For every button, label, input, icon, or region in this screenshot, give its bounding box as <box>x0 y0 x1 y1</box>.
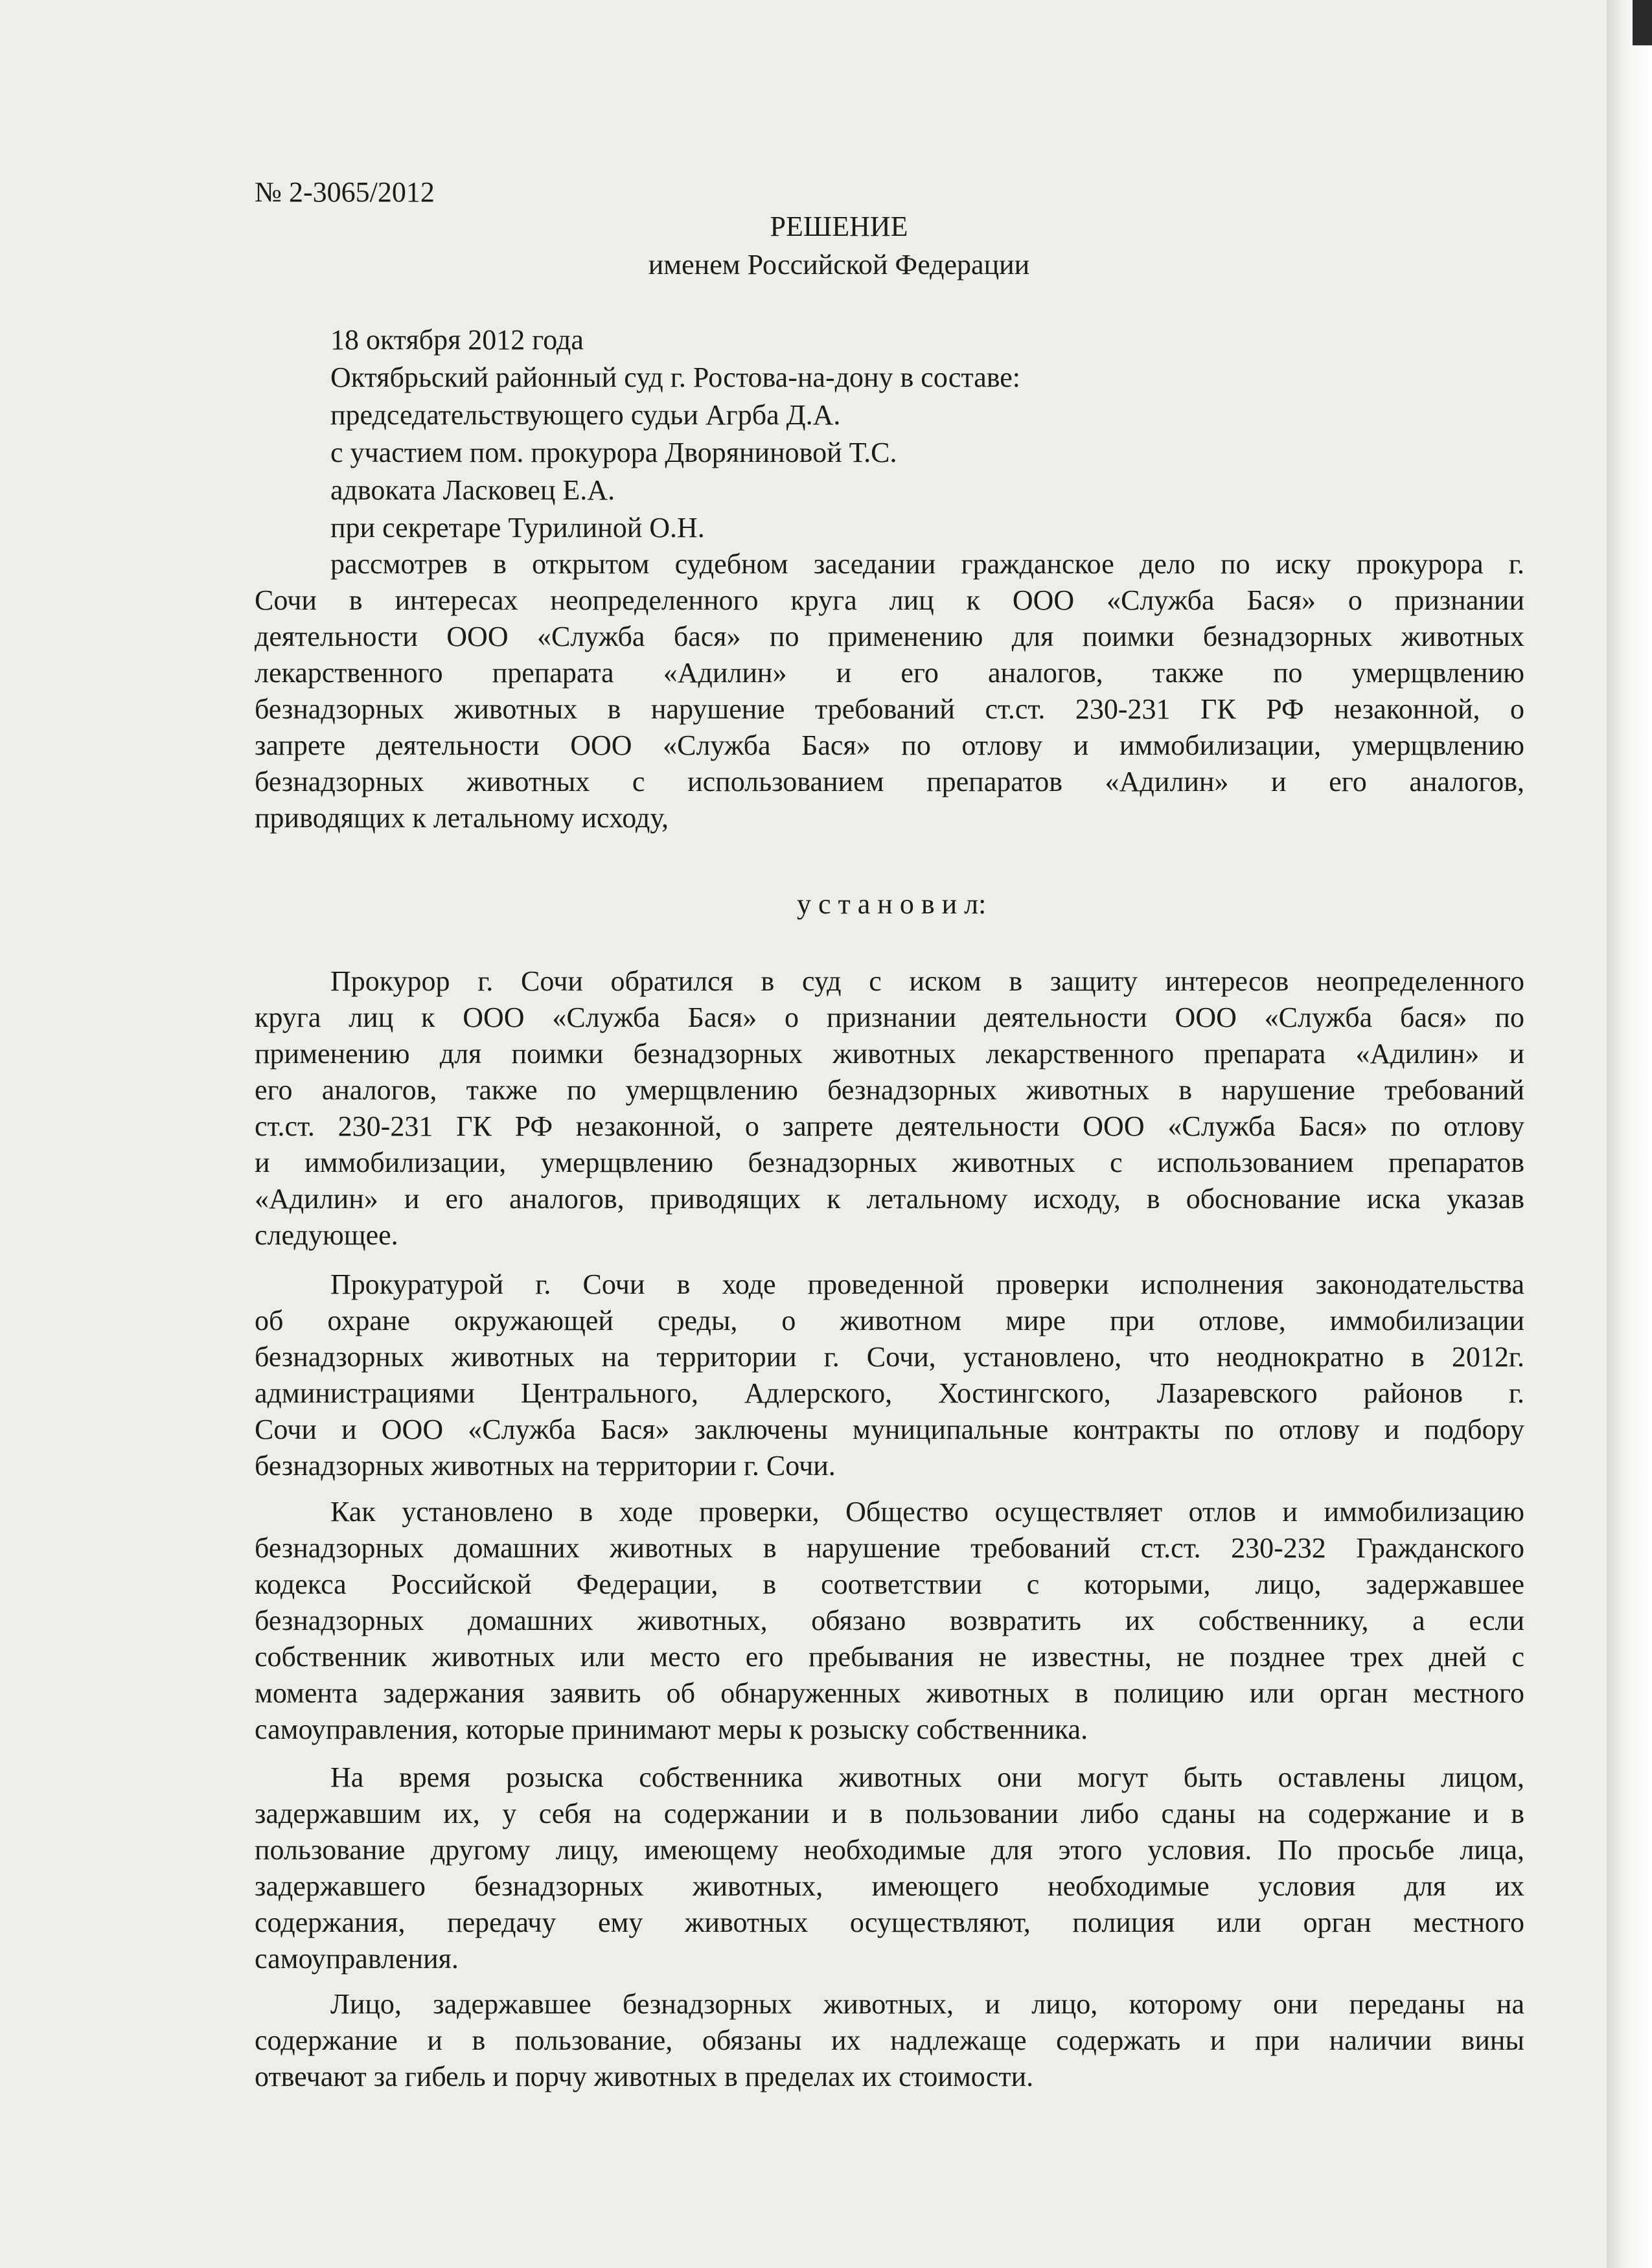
text-line: содержание и в пользование, обязаны их надлежаще содержать и при наличии вины <box>255 2024 1524 2056</box>
text-line: безнадзорных животных в нарушение требований ст.ст. 230-231 ГК РФ незаконной, о <box>255 693 1524 725</box>
document-title: РЕШЕНИЕ <box>770 211 908 242</box>
text-line: момента задержания заявить об обнаруженных животных в полицию или орган местного <box>255 1677 1524 1709</box>
text-line: На время розыска собственника животных они могут быть оставлены лицом, <box>330 1761 1524 1793</box>
text-line: кодекса Российской Федерации, в соответствии с которыми, лицо, задержавшее <box>255 1568 1524 1600</box>
text-line: задержавшего безнадзорных животных, имеющего необходимые условия для их <box>255 1870 1524 1902</box>
text-line: круга лиц к ООО «Служба Бася» о признании деятельности ООО «Служба бася» по <box>255 1002 1524 1033</box>
document-subtitle: именем Российской Федерации <box>648 249 1030 281</box>
text-line: самоуправления. <box>255 1943 459 1975</box>
body-paragraph <box>255 963 1524 1254</box>
body-paragraph <box>255 1494 1524 1748</box>
text-line: безнадзорных домашних животных в нарушение требований ст.ст. 230-232 Гражданского <box>255 1532 1524 1564</box>
text-line: рассмотрев в открытом судебном заседании гражданское дело по иску прокурора г. <box>330 548 1524 580</box>
text-line: самоуправления, которые принимают меры к розыску собственника. <box>255 1713 1088 1745</box>
text-line: содержания, передачу ему животных осуществляют, полиция или орган местного <box>255 1907 1524 1938</box>
text-line: Лицо, задержавшее безнадзорных животных, и лицо, которому они переданы на <box>330 1988 1524 2020</box>
body-paragraph <box>255 1266 1524 1484</box>
text-line: отвечают за гибель и порчу животных в пределах их стоимости. <box>255 2061 1034 2092</box>
court-line: председательствующего судьи Агрба Д.А. <box>330 399 841 431</box>
text-line: задержавшим их, у себя на содержании и в пользовании либо сданы на содержание и в <box>255 1798 1524 1829</box>
page-edge-shadow <box>1607 0 1652 2268</box>
intro-paragraph <box>255 546 1524 836</box>
text-line: применению для поимки безнадзорных животных лекарственного препарата «Адилин» и <box>255 1038 1524 1070</box>
text-line: следующее. <box>255 1219 398 1251</box>
text-line: Сочи и ООО «Служба Бася» заключены муниципальные контракты по отлову и подбору <box>255 1414 1524 1445</box>
text-line: Прокурор г. Сочи обратился в суд с иском в защиту интересов неопределенного <box>330 965 1524 997</box>
text-line: об охране окружающей среды, о животном мире при отлове, иммобилизации <box>255 1305 1524 1336</box>
case-number: № 2-3065/2012 <box>255 176 435 208</box>
text-line: деятельности ООО «Служба бася» по применению для поимки безнадзорных животных <box>255 621 1524 652</box>
decision-date: 18 октября 2012 года <box>330 324 584 356</box>
text-line: Как установлено в ходе проверки, Общество осуществляет отлов и иммобилизацию <box>330 1496 1524 1528</box>
text-line: пользование другому лицу, имеющему необходимые для этого условия. По просьбе лица, <box>255 1834 1524 1866</box>
text-line: Прокуратурой г. Сочи в ходе проведенной проверки исполнения законодательства <box>330 1268 1524 1300</box>
text-line: безнадзорных животных с использованием препаратов «Адилин» и его аналогов, <box>255 766 1524 797</box>
text-line: собственник животных или место его пребывания не известны, не позднее трех дней с <box>255 1641 1524 1673</box>
text-line: приводящих к летальному исходу, <box>255 802 669 834</box>
text-line: ст.ст. 230-231 ГК РФ незаконной, о запрете деятельности ООО «Служба Бася» по отлову <box>255 1110 1524 1142</box>
established-heading: у с т а н о в и л: <box>797 888 987 920</box>
text-line: безнадзорных домашних животных, обязано возвратить их собственнику, а если <box>255 1605 1524 1636</box>
body-paragraph <box>255 1759 1524 1977</box>
court-line: при секретаре Турилиной О.Н. <box>330 512 705 544</box>
text-line: и иммобилизации, умерщвлению безнадзорных животных с использованием препаратов <box>255 1147 1524 1178</box>
text-line: администрациями Центрального, Адлерского, Хостингского, Лазаревского районов г. <box>255 1377 1524 1409</box>
court-line: Октябрьский районный суд г. Ростова-на-дону в составе: <box>330 361 1021 393</box>
text-line: безнадзорных животных на территории г. Сочи. <box>255 1450 836 1482</box>
text-line: запрете деятельности ООО «Служба Бася» по отлову и иммобилизации, умерщвлению <box>255 729 1524 761</box>
text-line: лекарственного препарата «Адилин» и его аналогов, также по умерщвлению <box>255 657 1524 689</box>
text-line: Сочи в интересах неопределенного круга лиц к ООО «Служба Бася» о признании <box>255 584 1524 616</box>
text-line: безнадзорных животных на территории г. Сочи, установлено, что неоднократно в 2012г. <box>255 1341 1524 1373</box>
court-line: адвоката Ласковец Е.А. <box>330 474 615 506</box>
text-line: «Адилин» и его аналогов, приводящих к летальному исходу, в обоснование иска указав <box>255 1183 1524 1215</box>
body-paragraph <box>255 1986 1524 2095</box>
text-line: его аналогов, также по умерщвлению безнадзорных животных в нарушение требований <box>255 1074 1524 1106</box>
scan-corner-mark <box>1633 0 1652 45</box>
court-line: с участием пом. прокурора Дворяниновой Т.С. <box>330 437 897 468</box>
